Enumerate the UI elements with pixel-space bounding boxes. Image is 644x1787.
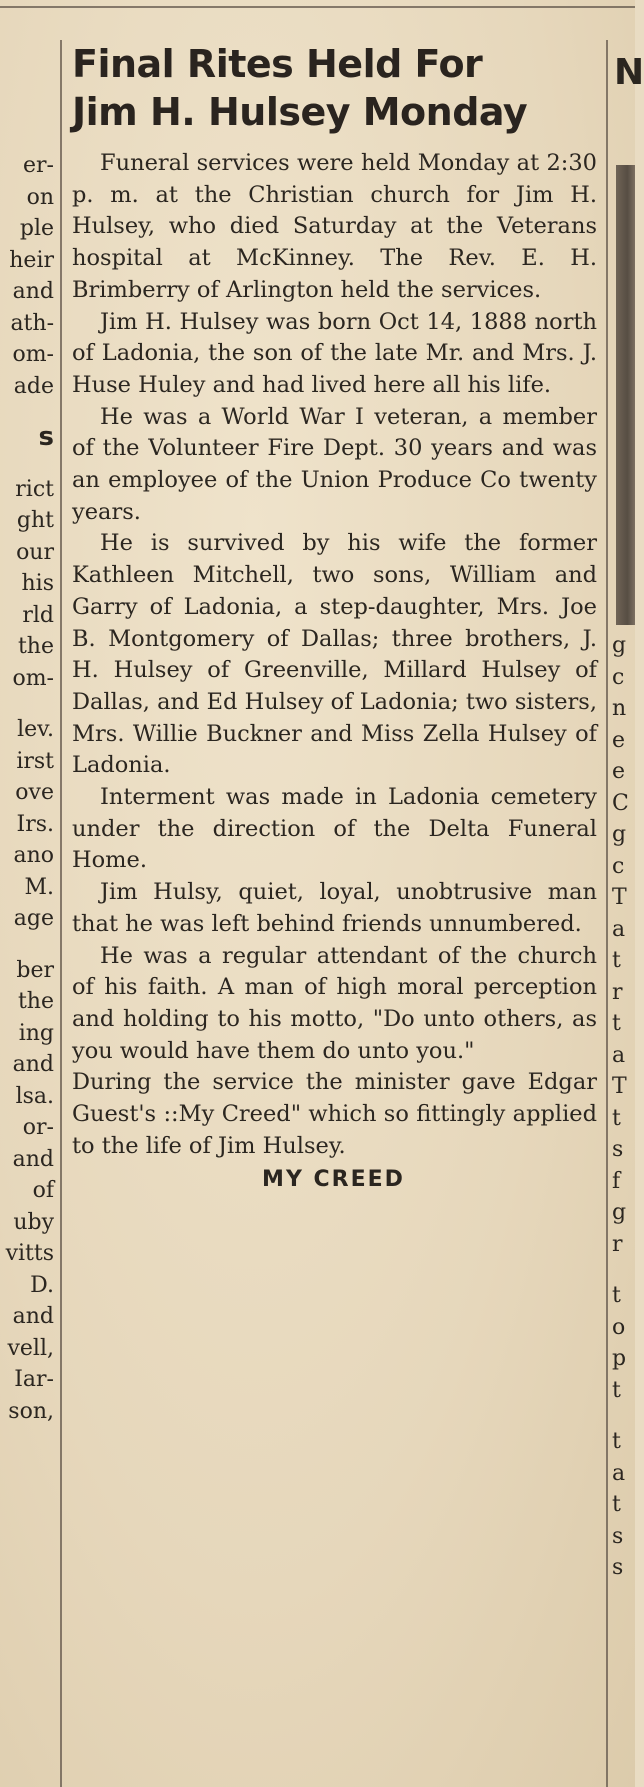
right-line: t [612, 1105, 621, 1131]
paragraph-birth: Jim H. Hulsey was born Oct 14, 1888 north of Ladonia, the son of the late Mr. and Mrs. J. Huse Huley and had lived here all his life. [72, 308, 597, 398]
left-line: om- [12, 342, 54, 367]
left-line: ade [13, 373, 54, 399]
left-line: er- [23, 153, 54, 178]
left-line: M. [24, 874, 54, 900]
right-line: T [612, 1074, 627, 1099]
left-line: Irs. [16, 811, 54, 837]
paragraph-faith: He was a regular attendant of the church of his faith. A man of high moral perception and holding to his motto, "Do unto others, as you would have them do unto you." [72, 942, 597, 1064]
left-line: D. [30, 1272, 54, 1298]
left-line: uby [13, 1209, 54, 1235]
column-rule-right [606, 40, 608, 1787]
creed-heading: MY CREED [262, 1166, 405, 1192]
left-line: and [12, 1146, 54, 1172]
left-line: son, [8, 1398, 54, 1424]
right-line: e [612, 759, 626, 784]
right-line: f [612, 1168, 621, 1194]
right-line: T [612, 885, 627, 910]
left-line: Iar- [14, 1367, 54, 1392]
left-line: ing [18, 1020, 54, 1046]
right-neighbor-column [612, 630, 635, 1584]
right-line: c [612, 664, 625, 690]
right-line: g [612, 822, 627, 847]
left-line: of [32, 1178, 54, 1203]
right-line: r [612, 1231, 623, 1257]
left-line: ath- [10, 310, 54, 336]
right-headline-fragment: N [614, 52, 644, 93]
article-body [72, 148, 597, 1163]
left-line: om- [12, 665, 54, 691]
right-line: t [612, 948, 621, 973]
right-line: t [612, 1429, 621, 1454]
left-line: his [21, 571, 54, 596]
left-line: ber [16, 957, 54, 983]
right-line: p [612, 1346, 627, 1371]
right-line: t [612, 1377, 621, 1403]
right-line: a [612, 1042, 626, 1068]
left-line: ght [16, 508, 54, 533]
left-line: vell, [7, 1335, 54, 1361]
left-line: ove [15, 780, 54, 805]
left-line: age [13, 906, 54, 931]
right-line: C [612, 790, 629, 816]
left-line: and [12, 1052, 54, 1077]
right-line: a [612, 916, 626, 942]
left-line: the [17, 634, 54, 659]
left-line: the [17, 989, 54, 1014]
left-line: ple [19, 216, 54, 241]
right-line: g [612, 633, 627, 658]
top-rule [0, 6, 635, 8]
paragraph-funeral-services: Funeral services were held Monday at 2:30 p. m. at the Christian church for Jim H. Hulsey, who died Saturday at the Veterans hospital at McKinney. The Rev. E. H. Brimberry of Arlington held the services. [72, 150, 597, 303]
left-line: lsa. [15, 1083, 54, 1109]
right-line: g [612, 1200, 627, 1225]
headline-line-1: Final Rites Held For [72, 42, 483, 86]
paragraph-creed-intro: During the service the minister gave Edgar Guest's ::My Creed" which so fittingly applied to the life of Jim Hulsey. [72, 1069, 597, 1159]
right-line: r [612, 979, 623, 1005]
paragraph-character: Jim Hulsy, quiet, loyal, unobtrusive man that he was left behind friends unnumbered. [72, 879, 597, 937]
right-line: t [612, 1283, 621, 1308]
left-line: heir [9, 247, 54, 273]
right-line: s [612, 1555, 624, 1580]
right-line: t [612, 1011, 621, 1036]
left-line: ano [13, 843, 54, 868]
left-fragment: s [38, 422, 54, 452]
left-line: our [16, 539, 54, 565]
left-line: or- [22, 1115, 54, 1140]
left-line: and [12, 279, 54, 304]
paragraph-service-record: He was a World War I veteran, a member of the Volunteer Fire Dept. 30 years and was an employee of the Union Produce Co twenty years. [72, 403, 597, 525]
obituary-article [66, 40, 601, 1192]
headline [72, 40, 601, 136]
left-line: on [26, 184, 54, 210]
right-line: a [612, 1460, 626, 1486]
left-line: rict [15, 476, 54, 502]
paragraph-interment: Interment was made in Ladonia cemetery under the direction of the Delta Funeral Home. [72, 784, 597, 874]
right-line: t [612, 1492, 621, 1517]
right-line: s [612, 1137, 624, 1162]
right-line: c [612, 853, 625, 879]
right-line: e [612, 727, 626, 753]
left-neighbor-column [0, 150, 54, 1427]
right-line: o [612, 1314, 626, 1340]
right-line: n [612, 696, 627, 721]
left-line: irst [16, 748, 54, 774]
right-photo-fragment [616, 165, 635, 625]
headline-line-2: Jim H. Hulsey Monday [72, 90, 528, 134]
left-line: and [12, 1304, 54, 1329]
left-line: vitts [5, 1241, 54, 1266]
left-line: lev. [17, 717, 54, 742]
column-rule-left [60, 40, 62, 1787]
right-line: s [612, 1523, 624, 1549]
paragraph-survivors: He is survived by his wife the former Kathleen Mitchell, two sons, William and Garry of Ladonia, a step-daughter, Mrs. Joe B. Montgomery of Dallas; three brothers, J. H. Hulsey of Greenville, Millard Hulsey of Dallas, and Ed Hulsey of Ladonia; two sisters, Mrs. Willie Buckner and Miss Zella Hulsey of Ladonia. [72, 530, 597, 779]
left-line: rld [22, 602, 54, 628]
